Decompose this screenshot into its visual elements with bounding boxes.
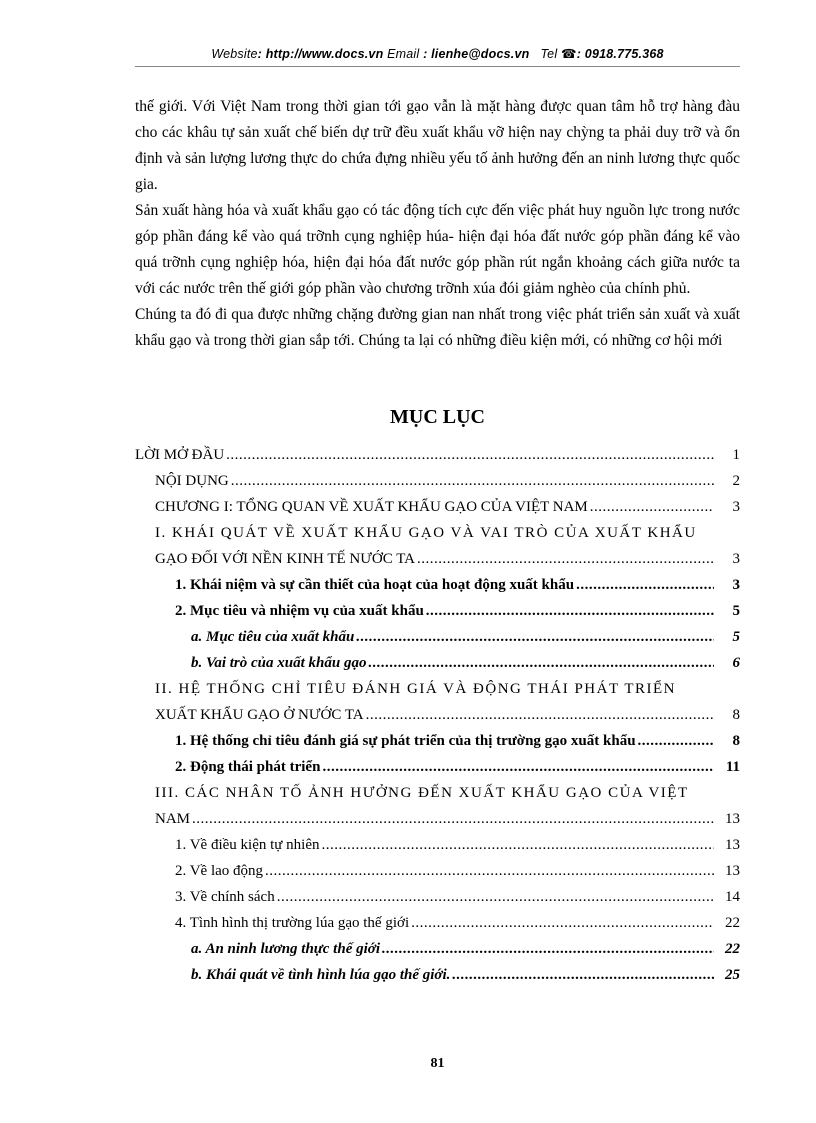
- page-number: 81: [430, 1056, 445, 1071]
- toc-entry-page: 13: [725, 811, 740, 827]
- toc-entry[interactable]: [135, 494, 740, 520]
- toc-entry-label: GẠO ĐỐI VỚI NỀN KINH TẾ NƯỚC TA: [155, 551, 416, 567]
- toc-entry[interactable]: [135, 936, 740, 962]
- tel-value: ☎: 0918.775.368: [560, 47, 664, 61]
- toc-leader: [411, 910, 714, 936]
- toc-entry-label: a. An ninh lương thực thế giới: [191, 941, 380, 957]
- toc-leader: [366, 702, 714, 728]
- toc-entry-lead: I. KHÁI QUÁT VỀ XUẤT KHẨU GẠO VÀ VAI TRÒ CỦA XUẤT KHẨU: [155, 525, 697, 541]
- toc-entry-label: CHƯƠNG I: TỔNG QUAN VỀ XUẤT KHẨU GẠO CỦA VIỆT NAM: [155, 499, 588, 515]
- toc-entry[interactable]: [135, 520, 740, 572]
- toc-leader: [590, 494, 714, 520]
- toc-entry-page: 3: [732, 499, 740, 515]
- toc-entry-label: 2. Mục tiêu và nhiệm vụ của xuất khẩu: [175, 603, 424, 619]
- toc-leader: [356, 624, 714, 650]
- toc-entry-page: 1: [732, 447, 740, 463]
- toc-entry-page: 22: [725, 915, 740, 931]
- toc-entry[interactable]: [135, 910, 740, 936]
- toc-leader: [382, 936, 714, 962]
- toc-entry-label: 1. Hệ thống chỉ tiêu đánh giá sự phát triển của thị trường gạo xuất khẩu: [175, 733, 636, 749]
- toc-entry-label: 1. Về điều kiện tự nhiên: [175, 837, 320, 853]
- toc-leader: [368, 650, 714, 676]
- toc-entry-label: LỜI MỞ ĐẦU: [135, 447, 225, 463]
- toc-title: MỤC LỤC: [390, 406, 485, 428]
- toc-entry[interactable]: [135, 624, 740, 650]
- toc-entry-label: 3. Về chính sách: [175, 889, 275, 905]
- toc-entry-label: 4. Tình hình thị trường lúa gạo thế giới: [175, 915, 410, 931]
- toc-entry-page: 14: [725, 889, 740, 905]
- toc-leader: [192, 806, 714, 832]
- toc-entry-page: 5: [732, 603, 740, 619]
- toc-entry[interactable]: [135, 884, 740, 910]
- paragraph: Chúng ta đó đi qua được những chặng đường gian nan nhất trong việc phát triển sản xuất và xuất khẩu gạo và trong thời gian sắp tới. Chúng ta lại có những điều kiện mới, có những cơ hội mới: [135, 306, 740, 349]
- toc-entry-page: 25: [725, 967, 740, 983]
- toc-entry-lead: III. CÁC NHÂN TỐ ẢNH HƯỞNG ĐẾN XUẤT KHẨU GẠO CỦA VIỆT: [155, 785, 689, 801]
- toc-leader: [226, 442, 714, 468]
- toc-leader: [277, 884, 714, 910]
- toc-entry-label: XUẤT KHẨU GẠO Ở NƯỚC TA: [155, 707, 364, 723]
- toc-entry-label: b. Vai trò của xuất khẩu gạo: [191, 655, 367, 671]
- toc-entry-lead: II. HỆ THỐNG CHỈ TIÊU ĐÁNH GIÁ VÀ ĐỘNG THÁI PHÁT TRIỂN: [155, 681, 676, 697]
- toc-entry[interactable]: [135, 962, 740, 988]
- toc-entry-page: 2: [732, 473, 740, 489]
- toc-entry[interactable]: [135, 858, 740, 884]
- email-label: Email: [387, 47, 424, 61]
- website-url[interactable]: : http://www.docs.vn: [257, 47, 384, 61]
- toc-leader: [638, 728, 714, 754]
- toc-entry-label: 1. Khái niệm và sự cần thiết của hoạt của hoạt động xuất khẩu: [175, 577, 575, 593]
- page-header: [135, 46, 740, 61]
- toc-leader: [452, 962, 714, 988]
- toc-entry-page: 6: [732, 655, 740, 671]
- toc-entry-page: 13: [725, 837, 740, 853]
- toc-leader: [231, 468, 714, 494]
- toc-entry-page: 5: [732, 629, 740, 645]
- toc-entry-label: 2. Về lao động: [175, 863, 264, 879]
- toc-entry-label: 2. Động thái phát triển: [175, 759, 321, 775]
- toc-entry[interactable]: [135, 754, 740, 780]
- toc-entry[interactable]: [135, 598, 740, 624]
- paragraph: thế giới. Với Việt Nam trong thời gian tới gạo vẫn là mặt hàng được quan tâm hỗ trợ hàng đàu cho các khâu tự sản xuất chế biến dự trữ đều xuất khẩu vỡ hiện nay chỳng ta phải duy trỡ và ổn định và sản lượng lương thực do chứa đựng nhiều yếu tố ảnh hưởng đến an ninh lương thực quốc gia.: [135, 98, 740, 193]
- toc-entry[interactable]: [135, 780, 740, 832]
- email-value[interactable]: : lienhe@docs.vn: [423, 47, 530, 61]
- toc-entry-label: a. Mục tiêu của xuất khẩu: [191, 629, 355, 645]
- toc-entry[interactable]: [135, 442, 740, 468]
- toc-entry-label: NỘI DỤNG: [155, 473, 229, 489]
- toc-entry-page: 11: [725, 759, 740, 775]
- paragraph: Sản xuất hàng hóa và xuất khẩu gạo có tác động tích cực đến việc phát huy nguồn lực trong nước góp phần đáng kể vào quá trỡnh cụng nghiệp húa- hiện đại hóa đất nước góp phần đáng kể vào quá trỡnh cụng nghiệp hóa, hiện đại hóa đất nước góp phần rút ngắn khoảng cách giữa nước ta với các nước trên thế giới góp phần vào chương trỡnh xúa đói giảm nghèo của chính phủ.: [135, 202, 740, 297]
- toc-entry-page: 3: [732, 551, 740, 567]
- toc-leader: [322, 832, 715, 858]
- toc-leader: [417, 546, 714, 572]
- toc-leader: [426, 598, 714, 624]
- toc-leader: [576, 572, 714, 598]
- toc-entry-page: 22: [725, 941, 740, 957]
- toc-entry[interactable]: [135, 728, 740, 754]
- toc-entry-page: 8: [732, 733, 740, 749]
- toc-entry-page: 8: [732, 707, 740, 723]
- toc-entry-label: b. Khái quát về tình hình lúa gạo thế giới.: [191, 967, 451, 983]
- toc-entry-page: 3: [732, 577, 740, 593]
- toc-entry[interactable]: [135, 650, 740, 676]
- toc-entry[interactable]: [135, 832, 740, 858]
- toc-entry[interactable]: [135, 572, 740, 598]
- header-divider: [135, 66, 740, 67]
- toc-entry-label: NAM: [155, 811, 191, 827]
- toc-leader: [322, 754, 714, 780]
- tel-label: Tel: [540, 47, 561, 61]
- toc-entry[interactable]: [135, 676, 740, 728]
- toc-entry-page: 13: [725, 863, 740, 879]
- table-of-contents: [135, 442, 740, 988]
- body-text: [135, 94, 740, 354]
- toc-entry[interactable]: [135, 468, 740, 494]
- toc-leader: [265, 858, 714, 884]
- website-label: Website: [211, 47, 258, 61]
